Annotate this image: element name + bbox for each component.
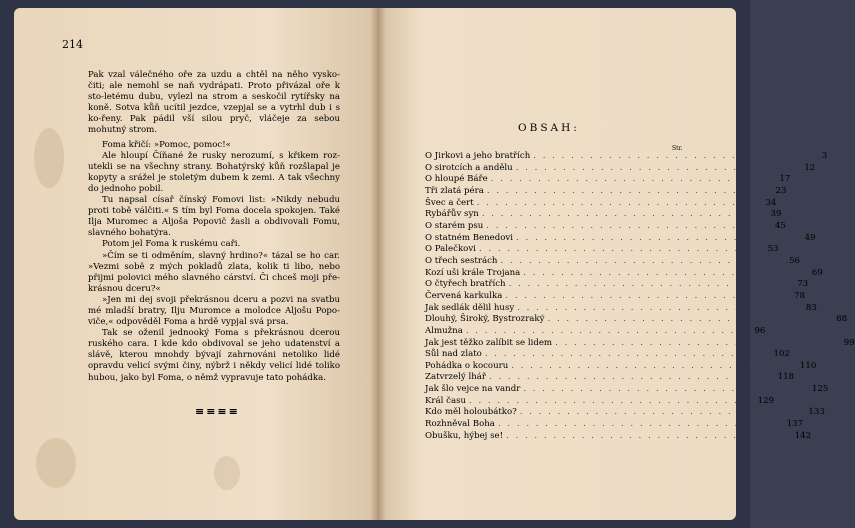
toc-entry	[425, 162, 816, 175]
leader-dots: . . . . . . . . . . . . . . . . . . . . . . . . . . . . . . .	[484, 349, 774, 360]
page-number: 214	[62, 38, 83, 51]
toc-entry	[425, 349, 790, 361]
page-column-header: Str.	[672, 145, 683, 152]
toc-entry-page: 102	[773, 349, 790, 360]
toc-entry-title: O statném Benedovi	[425, 232, 514, 243]
toc-entry-title: Jak jest těžko zalíbit se lidem	[425, 337, 553, 348]
toc-entry-page: 142	[794, 430, 812, 441]
toc-entry-page: 88	[836, 314, 848, 325]
paper-stain	[34, 128, 64, 188]
paper-stain	[214, 456, 240, 490]
leader-dots: . . . . . . . . . . . . . . . . . . . . . . . . . . . . . . .	[490, 174, 780, 185]
toc-entry-title: Kdo měl holoubátko?	[425, 407, 517, 418]
toc-entry	[425, 302, 817, 315]
toc-entry-title: Švec a čert	[425, 197, 474, 208]
leader-dots: . . . . . . . . . . . . . . . . . . . . . . . . . . . . . . .	[488, 372, 778, 383]
toc-entry-title: O čtyřech bratřích	[425, 279, 506, 290]
leader-dots: . . . . . . . . . . . . . . . . . . . . . . . . . . . . . . .	[465, 325, 755, 336]
toc-entry-title: O starém psu	[425, 220, 484, 231]
toc-entry-title: Sůl nad zlato	[425, 349, 482, 360]
toc-entry	[425, 430, 812, 443]
end-ornament: ≡≡≡≡	[195, 405, 240, 418]
toc-entry-page: 78	[794, 290, 805, 301]
paragraph: »Jen mi dej svoji překrásnou dceru a pozvi na svatbu mé mladší bratry, Ilju Muromce a molodce Aljošu Popo-viče,« odpověděl Foma a hrdě vypjal svá prsa.	[88, 294, 340, 328]
toc-entry	[425, 185, 787, 198]
toc-entry-page: 23	[775, 185, 787, 196]
leader-dots: . . . . . . . . . . . . . . . . . . . . . . . . . . . . . . .	[508, 279, 798, 290]
toc-entry-page: 96	[754, 325, 766, 336]
leader-dots: . . . . . . . . . . . . . . . . . . . . . . . . . . . . . . .	[517, 302, 806, 313]
toc-entry-title: Rozhněval Boha	[425, 419, 495, 430]
toc-entry-title: Obušku, hýbej se!	[425, 430, 504, 441]
toc-entry	[425, 419, 803, 431]
toc-entry-title: O sirotcích a andělu	[425, 162, 513, 173]
toc-entry-page: 39	[770, 209, 782, 220]
toc-entry-page: 99	[843, 337, 855, 348]
toc-entry	[425, 384, 829, 396]
toc-entry-title: Almužna	[425, 325, 463, 336]
leader-dots: . . . . . . . . . . . . . . . . . . . . . . . . . . . . . . .	[523, 384, 812, 395]
leader-dots: . . . . . . . . . . . . . . . . . . . . . . . . . . . . . . .	[555, 337, 844, 348]
toc-entry	[425, 232, 816, 245]
toc-entry	[425, 314, 848, 326]
leader-dots: . . . . . . . . . . . . . . . . . . . . . . . . . . . . . . .	[486, 185, 776, 196]
toc-entry-title: Tři zlatá péra	[425, 185, 484, 196]
toc-entry	[425, 267, 823, 280]
contents-title: OBSAH:	[518, 122, 580, 134]
toc-entry-page: 133	[808, 407, 825, 418]
story-text	[88, 70, 340, 384]
toc-entry	[425, 372, 795, 384]
toc-entry	[425, 360, 817, 373]
toc-entry	[425, 209, 782, 221]
leader-dots: . . . . . . . . . . . . . . . . . . . . . . . . . . . . . . .	[469, 395, 758, 406]
leader-dots: . . . . . . . . . . . . . . . . . . . . . . . . . . . . . . .	[476, 197, 766, 208]
leader-dots: . . . . . . . . . . . . . . . . . . . . . . . . . . . . . . .	[500, 255, 790, 266]
leader-dots: . . . . . . . . . . . . . . . . . . . . . . . . . . . . . . .	[515, 162, 805, 173]
paper-stain	[36, 438, 76, 488]
toc-entry	[425, 279, 809, 291]
toc-entry-page: 83	[805, 302, 817, 313]
toc-entry-page: 17	[779, 174, 791, 185]
toc-entry-title: Jak šlo vejce na vandr	[425, 384, 521, 395]
leader-dots: . . . . . . . . . . . . . . . . . . . . . . . . . . . . . . .	[519, 407, 809, 418]
toc-entry-title: Pohádka o kocouru	[425, 360, 509, 371]
toc-entry-title: Jak sedlák dělil husy	[425, 302, 515, 313]
toc-entry-title: O Palečkovi	[425, 244, 476, 255]
paragraph: Potom jel Foma k ruskému caři.	[102, 239, 241, 250]
toc-entry	[425, 151, 828, 163]
paragraph: Foma křičí: »Pomoc, pomoc!«	[102, 139, 231, 150]
toc-entry	[425, 337, 855, 350]
toc-entry	[425, 395, 775, 408]
book-gutter	[370, 8, 386, 520]
toc-entry-page: 69	[811, 267, 823, 278]
paragraph: Ale hloupí Číňané že rusky nerozumí, s křikem roz-utekli se na všechny strany. Bohatýrský kůň rozšlapal je kopyty a srážel je stoletým dubem k zemi. A tak všechny do jednoho pobil.	[88, 150, 340, 194]
toc-entry	[425, 255, 801, 268]
toc-entry-page: 56	[789, 255, 801, 266]
leader-dots: . . . . . . . . . . . . . . . . . . . . . . . . . . . . . . .	[505, 290, 795, 301]
toc-entry	[425, 290, 805, 303]
toc-entry-page: 34	[765, 197, 777, 208]
toc-entry-page: 53	[767, 244, 779, 255]
toc-entry	[425, 197, 777, 210]
toc-entry-page: 12	[804, 162, 816, 173]
toc-entry-title: Král času	[425, 395, 467, 406]
toc-entry	[425, 220, 786, 233]
leader-dots: . . . . . . . . . . . . . . . . . . . . . . . . . . . . . . .	[533, 151, 822, 161]
toc-entry-page: 129	[757, 395, 775, 406]
toc-entry	[425, 407, 825, 419]
toc-entry-title: O třech sestrách	[425, 255, 498, 266]
toc-entry-title: Kozí uši krále Trojana	[425, 267, 521, 278]
toc-entry-page: 49	[804, 232, 816, 243]
toc-entry-page: 125	[811, 384, 829, 395]
toc-entry-title: O Jirkovi a jeho bratřích	[425, 151, 531, 161]
table-of-contents	[425, 151, 855, 442]
toc-entry-page: 3	[821, 151, 828, 161]
paragraph: Tak se oženil jednooký Foma s překrásnou dcerou ruského cara. I kde kdo obdivoval se jeho udatenství a slávě, kterou mnohdy bývají zahrnováni netoliko lidé opravdu velicí svými činy, nýbrž i někdy velicí lidé toliko hubou, jako byl Foma, o němž vypravuje tato pohádka.	[88, 328, 340, 383]
toc-entry-page: 118	[777, 372, 795, 383]
toc-entry-title: Rybářův syn	[425, 209, 479, 220]
paragraph: Pak vzal válečného oře za uzdu a chtěl na něho vysko-čiti; ale nemohl se naň vydrápati. Proto přivázal oře k sto-letému dubu, vylezl na strom a seskočil rytířsky na koně. Sotva kůň ucítil jezdce, vzepjal se a vytrhl dub i s ko-řeny. Pak pádil vší silou pryč, vláčeje za sebou mohutný strom.	[88, 70, 340, 136]
leader-dots: . . . . . . . . . . . . . . . . . . . . . . . . . . . . . . .	[511, 360, 800, 371]
toc-entry-page: 110	[799, 360, 817, 371]
toc-entry	[425, 325, 766, 338]
toc-entry-page: 73	[797, 279, 809, 290]
leader-dots: . . . . . . . . . . . . . . . . . . . . . . . . . . . . . . .	[486, 220, 775, 231]
toc-entry-title: Zatvrzelý lhář	[425, 372, 486, 383]
leader-dots: . . . . . . . . . . . . . . . . . . . . . . . . . . . . . . .	[478, 244, 768, 255]
toc-entry-title: Dlouhý, Široký, Bystrozraký	[425, 314, 545, 325]
toc-entry-page: 45	[774, 220, 786, 231]
leader-dots: . . . . . . . . . . . . . . . . . . . . . . . . . . . . . . .	[481, 209, 771, 220]
leader-dots: . . . . . . . . . . . . . . . . . . . . . . . . . . . . . . .	[497, 419, 787, 430]
toc-entry-title: O hloupé Báře	[425, 174, 488, 185]
leader-dots: . . . . . . . . . . . . . . . . . . . . . . . . . . . . . . .	[523, 267, 812, 278]
toc-entry	[425, 244, 779, 256]
leader-dots: . . . . . . . . . . . . . . . . . . . . . . . . . . . . . . .	[516, 232, 805, 243]
toc-entry	[425, 174, 791, 186]
leader-dots: . . . . . . . . . . . . . . . . . . . . . . . . . . . . . . .	[506, 430, 795, 441]
paragraph: »Čím se ti odměním, slavný hrdino?« tázal se ho car. »Vezmi sobě z mých pokladů zlata, kolik ti libo, nebo přijmi polovici mého slavného cárství. Či chceš moji pře-krásnou dceru?«	[88, 250, 340, 294]
toc-entry-page: 137	[786, 419, 803, 430]
paragraph: Tu napsal císař čínský Fomovi list: »Nikdy nebudu proti tobě válčiti.« S tím byl Foma docela spokojen. Také Ilja Muromec a Aljoša Popovič žasli a obdivovali Fomu, slavného bohatýra.	[88, 195, 340, 239]
leader-dots: . . . . . . . . . . . . . . . . . . . . . . . . . . . . . . .	[547, 314, 837, 325]
toc-entry-title: Červená karkulka	[425, 290, 503, 301]
